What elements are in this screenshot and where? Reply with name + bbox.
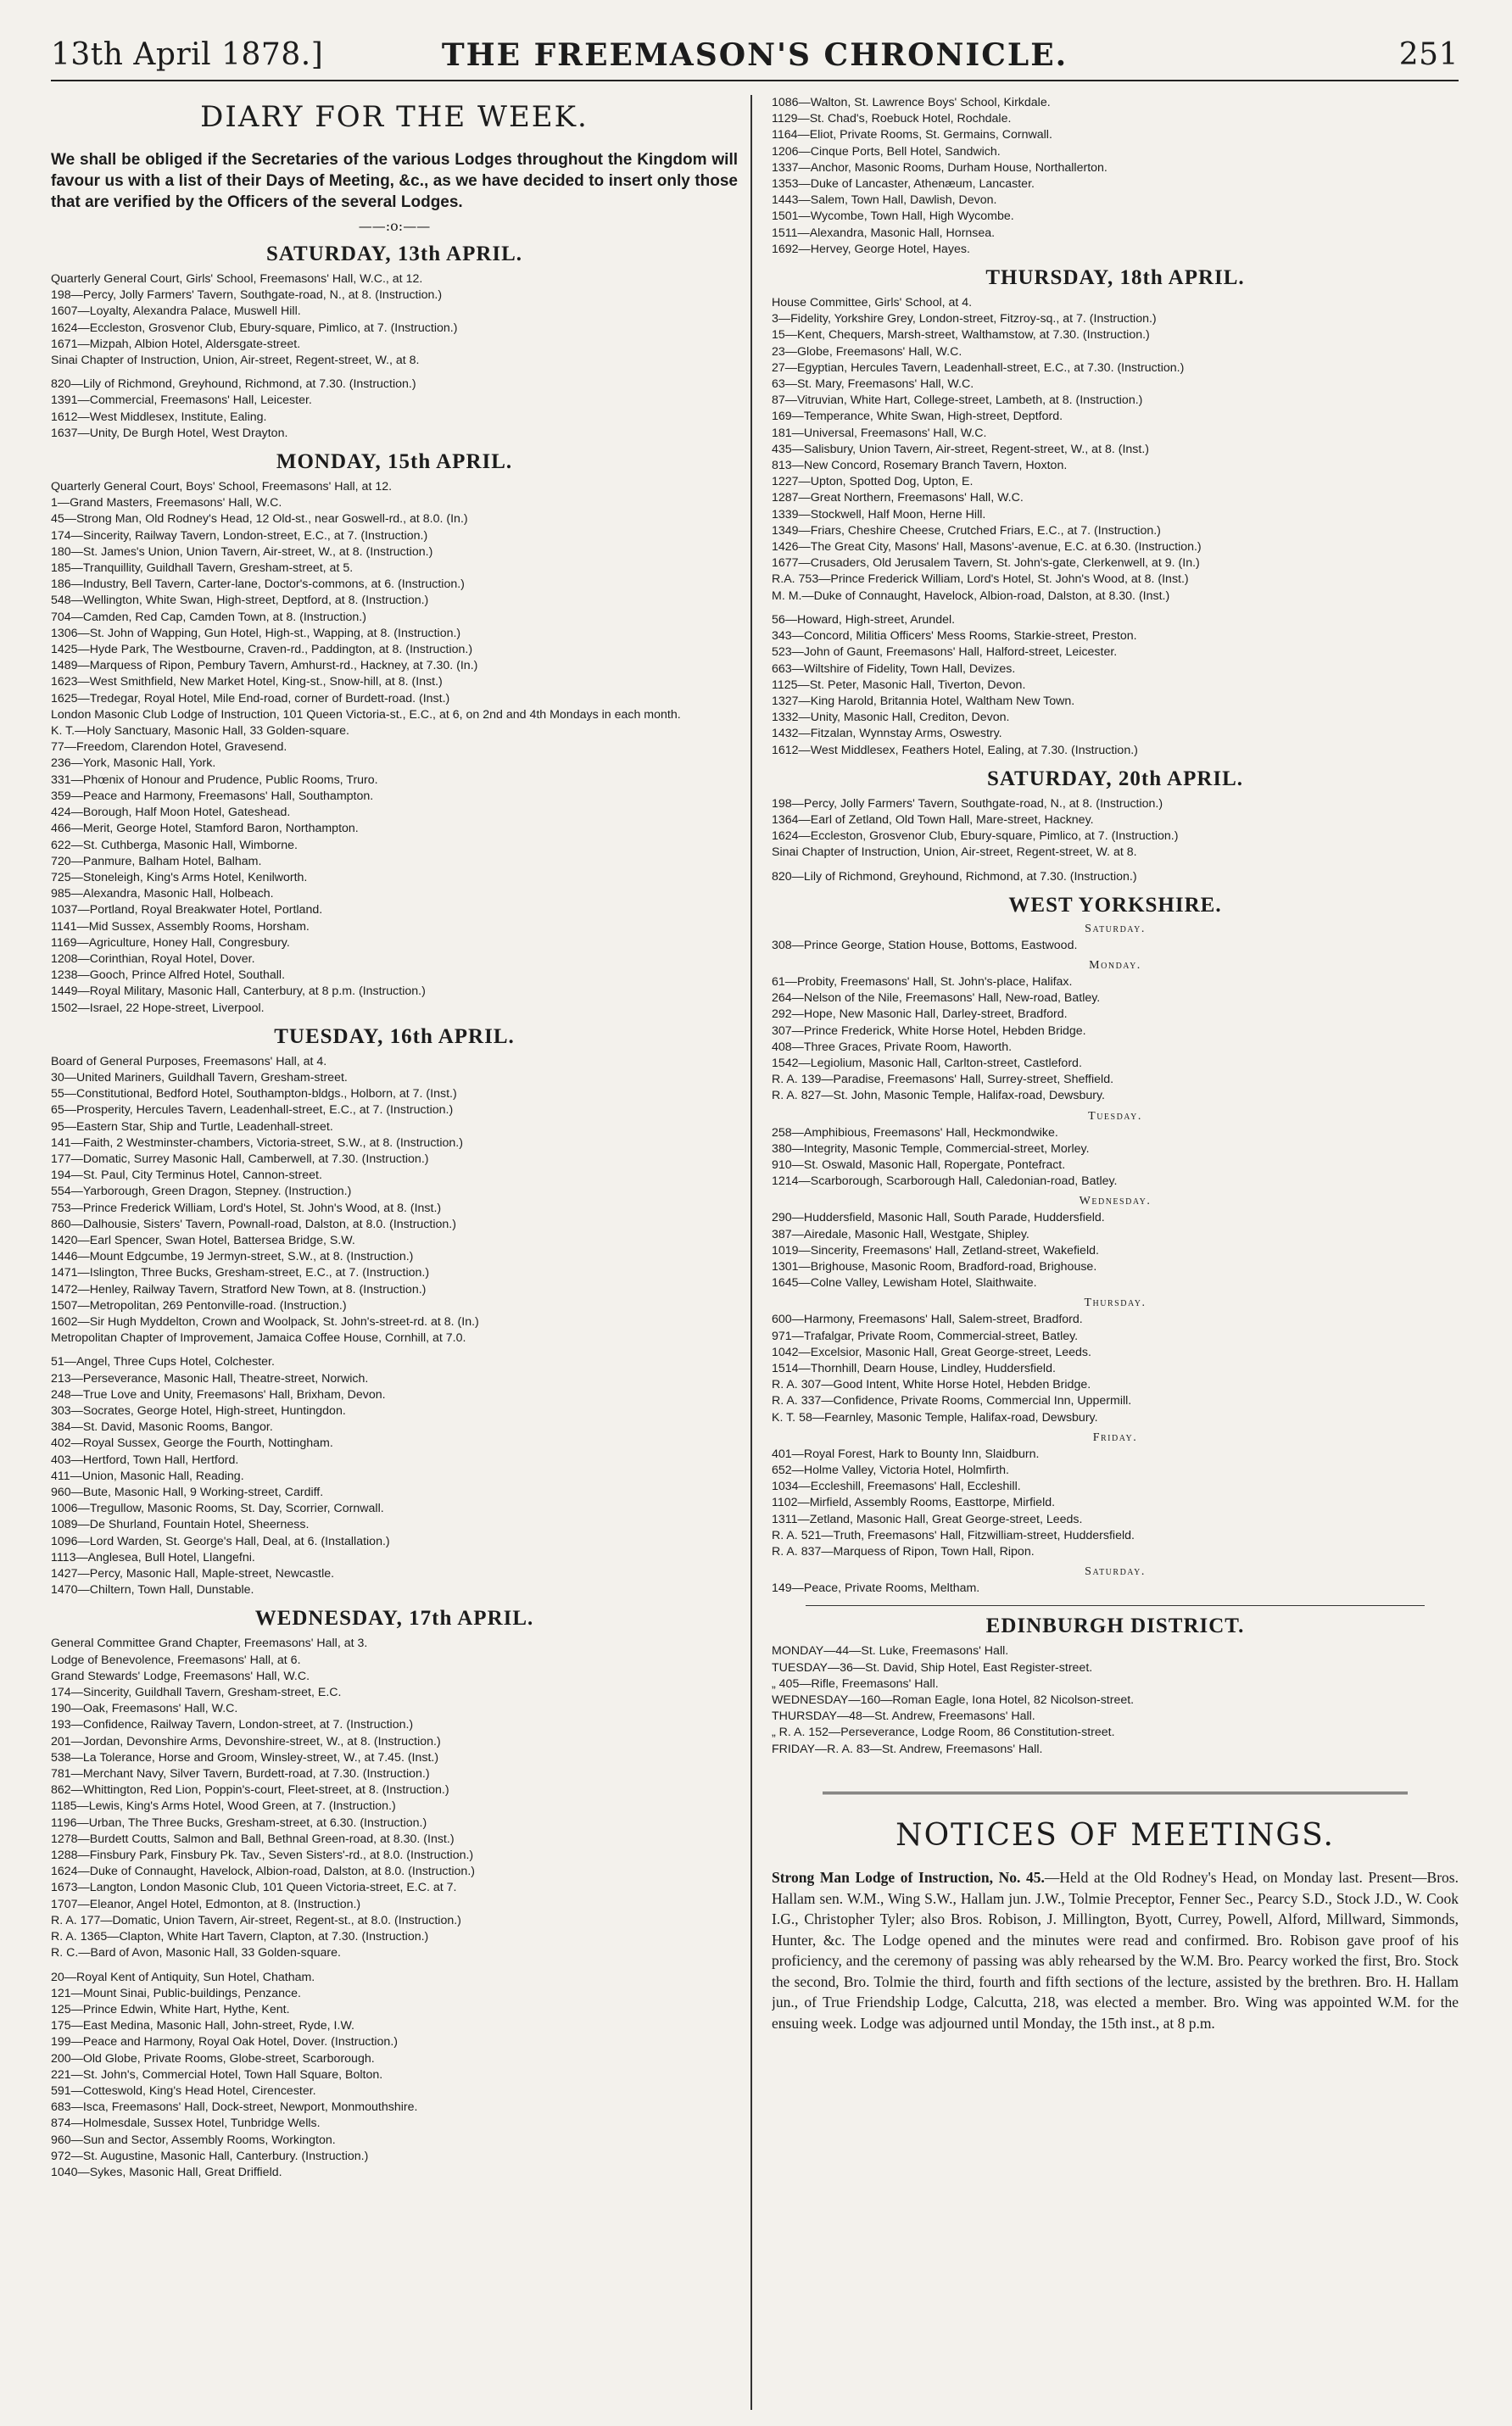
diary-entry: 1502—Israel, 22 Hope-street, Liverpool. bbox=[51, 1001, 265, 1015]
diary-entry: 408—Three Graces, Private Room, Haworth. bbox=[772, 1040, 1013, 1054]
diary-entry: 1034—Eccleshill, Freemasons' Hall, Eccleshill. bbox=[772, 1480, 1021, 1494]
diary-entry: R. A. 307—Good Intent, White Horse Hotel, Hebden Bridge. bbox=[772, 1378, 1091, 1392]
diary-entry: 1129—St. Chad's, Roebuck Hotel, Rochdale. bbox=[772, 112, 1012, 126]
diary-entry: R. A. 177—Domatic, Union Tavern, Air-street, Regent-st., at 8.0. (Instruction.) bbox=[51, 1913, 461, 1927]
diary-entry: 1624—Eccleston, Grosvenor Club, Ebury-square, Pimlico, at 7. (Instruction.) bbox=[772, 829, 1179, 844]
edinburgh-list bbox=[772, 1643, 1459, 1757]
diary-entry: 292—Hope, New Masonic Hall, Darley-street, Bradford. bbox=[772, 1007, 1068, 1022]
diary-entry: 1391—Commercial, Freemasons' Hall, Leicester. bbox=[51, 393, 312, 408]
diary-entry: 1446—Mount Edgcumbe, 19 Jermyn-street, S.W., at 8. (Instruction.) bbox=[51, 1250, 414, 1264]
diary-entry: 194—St. Paul, City Terminus Hotel, Cannon-street. bbox=[51, 1168, 322, 1183]
diary-entry: „ R. A. 152—Perseverance, Lodge Room, 86 Constitution-street. bbox=[772, 1726, 1115, 1740]
diary-entry: 264—Nelson of the Nile, Freemasons' Hall, New-road, Batley. bbox=[772, 991, 1101, 1006]
diary-entry: 121—Mount Sinai, Public-buildings, Penzance. bbox=[51, 1986, 301, 2000]
weekday-subheading: Saturday. bbox=[1085, 922, 1146, 935]
diary-entry: 1185—Lewis, King's Arms Hotel, Wood Green, at 7. (Instruction.) bbox=[51, 1799, 396, 1814]
right-sections bbox=[772, 266, 1459, 885]
diary-entry: 1449—Royal Military, Masonic Hall, Canterbury, at 8 p.m. (Instruction.) bbox=[51, 984, 426, 999]
diary-entry: 221—St. John's, Commercial Hotel, Town Hall Square, Bolton. bbox=[51, 2067, 383, 2082]
diary-entry: 1637—Unity, De Burgh Hotel, West Drayton. bbox=[51, 426, 288, 440]
diary-entry: 820—Lily of Richmond, Greyhound, Richmond, at 7.30. (Instruction.) bbox=[51, 377, 416, 392]
diary-entry: 1006—Tregullow, Masonic Rooms, St. Day, Scorrier, Cornwall. bbox=[51, 1502, 384, 1516]
diary-entry: 1169—Agriculture, Honey Hall, Congresbury. bbox=[51, 935, 290, 950]
diary-entry: R. A. 1365—Clapton, White Hart Tavern, Clapton, at 7.30. (Instruction.) bbox=[51, 1930, 429, 1944]
diary-entry: 384—St. David, Masonic Rooms, Bangor. bbox=[51, 1420, 273, 1435]
diary-entry: 1037—Portland, Royal Breakwater Hotel, Portland. bbox=[51, 903, 323, 917]
diary-entry: 1311—Zetland, Masonic Hall, Great George-street, Leeds. bbox=[772, 1512, 1083, 1526]
diary-entry: 1306—St. John of Wapping, Gun Hotel, High-st., Wapping, at 8. (Instruction.) bbox=[51, 626, 461, 640]
diary-entry: 213—Perseverance, Masonic Hall, Theatre-street, Norwich. bbox=[51, 1371, 369, 1386]
diary-entry: Quarterly General Court, Girls' School, Freemasons' Hall, W.C., at 12. bbox=[51, 272, 423, 286]
weekday-subheading: Saturday. bbox=[1085, 1565, 1146, 1579]
diary-entry: 1692—Hervey, George Hotel, Hayes. bbox=[772, 242, 970, 256]
diary-entry: 1196—Urban, The Three Bucks, Gresham-street, at 6.30. (Instruction.) bbox=[51, 1815, 427, 1830]
diary-entry: 1113—Anglesea, Bull Hotel, Llangefni. bbox=[51, 1550, 255, 1564]
diary-entry: 1426—The Great City, Masons' Hall, Masons'-avenue, E.C. at 6.30. (Instruction.) bbox=[772, 540, 1202, 555]
diary-entry: 1645—Colne Valley, Lewisham Hotel, Slaithwaite. bbox=[772, 1276, 1037, 1291]
diary-entry: 1607—Loyalty, Alexandra Palace, Muswell Hill. bbox=[51, 304, 301, 319]
diary-entry: 1214—Scarborough, Scarborough Hall, Caledonian-road, Batley. bbox=[772, 1174, 1118, 1189]
diary-entry: M. M.—Duke of Connaught, Havelock, Albion-road, Dalston, at 8.30. (Inst.) bbox=[772, 588, 1170, 603]
column-divider bbox=[750, 95, 752, 2410]
diary-entry: 258—Amphibious, Freemasons' Hall, Heckmondwike. bbox=[772, 1125, 1058, 1140]
diary-entry: 663—Wiltshire of Fidelity, Town Hall, Devizes. bbox=[772, 661, 1016, 676]
diary-entry: 1623—West Smithfield, New Market Hotel, King-st., Snow-hill, at 8. (Inst.) bbox=[51, 675, 443, 689]
diary-entry: 1337—Anchor, Masonic Rooms, Durham House, Northallerton. bbox=[772, 160, 1107, 175]
diary-entry: 343—Concord, Militia Officers' Mess Rooms, Starkie-street, Preston. bbox=[772, 629, 1137, 644]
diary-entry: 985—Alexandra, Masonic Hall, Holbeach. bbox=[51, 887, 274, 901]
diary-entry: 1102—Mirfield, Assembly Rooms, Easttorpe, Mirfield. bbox=[772, 1496, 1056, 1510]
diary-entry: 1501—Wycombe, Town Hall, High Wycombe. bbox=[772, 209, 1014, 224]
day-heading: MONDAY, 15th APRIL. bbox=[276, 450, 513, 474]
diary-entry: 1624—Duke of Connaught, Havelock, Albion-road, Dalston, at 8.0. (Instruction.) bbox=[51, 1865, 475, 1879]
diary-entry: 199—Peace and Harmony, Royal Oak Hotel, Dover. (Instruction.) bbox=[51, 2035, 398, 2050]
diary-entry: R. C.—Bard of Avon, Masonic Hall, 33 Golden-square. bbox=[51, 1946, 341, 1960]
diary-entry: House Committee, Girls' School, at 4. bbox=[772, 296, 973, 310]
continued-entries bbox=[772, 95, 1459, 258]
diary-entry: THURSDAY—48—St. Andrew, Freemasons' Hall. bbox=[772, 1709, 1035, 1724]
diary-entry: 1514—Thornhill, Dearn House, Lindley, Huddersfield. bbox=[772, 1362, 1056, 1375]
diary-entry: 77—Freedom, Clarendon Hotel, Gravesend. bbox=[51, 740, 287, 755]
day-heading: SATURDAY, 13th APRIL. bbox=[265, 243, 523, 265]
day-heading: SATURDAY, 20th APRIL. bbox=[986, 767, 1244, 790]
diary-entry: 910—St. Oswald, Masonic Hall, Ropergate, Pontefract. bbox=[772, 1157, 1066, 1172]
diary-entry: K. T.—Holy Sanctuary, Masonic Hall, 33 Golden-square. bbox=[51, 724, 349, 739]
diary-entry: 424—Borough, Half Moon Hotel, Gateshead. bbox=[51, 806, 291, 820]
diary-entry: 1287—Great Northern, Freemasons' Hall, W.C. bbox=[772, 491, 1024, 505]
diary-entry: General Committee Grand Chapter, Freemasons' Hall, at 3. bbox=[51, 1637, 368, 1651]
diary-entry: 1227—Upton, Spotted Dog, Upton, E. bbox=[772, 475, 974, 489]
entry-gap bbox=[772, 605, 1459, 612]
diary-entry: 781—Merchant Navy, Silver Tavern, Burdett-road, at 7.30. (Instruction.) bbox=[51, 1767, 430, 1782]
diary-entry: 308—Prince George, Station House, Bottoms, Eastwood. bbox=[772, 938, 1078, 952]
diary-entry: 1625—Tredegar, Royal Hotel, Mile End-road, corner of Burdett-road. (Inst.) bbox=[51, 691, 450, 705]
diary-entry: 1624—Eccleston, Grosvenor Club, Ebury-square, Pimlico, at 7. (Instruction.) bbox=[51, 321, 458, 335]
diary-entry: 1443—Salem, Town Hall, Dawlish, Devon. bbox=[772, 193, 997, 208]
diary-entry: 1327—King Harold, Britannia Hotel, Waltham New Town. bbox=[772, 694, 1075, 708]
diary-entry: 303—Socrates, George Hotel, High-street, Huntingdon. bbox=[51, 1404, 346, 1418]
diary-entry: 1425—Hyde Park, The Westbourne, Craven-rd., Paddington, at 8. (Instruction.) bbox=[51, 643, 473, 657]
entry-gap bbox=[51, 369, 738, 376]
diary-entry: 403—Hertford, Town Hall, Hertford. bbox=[51, 1453, 239, 1467]
diary-entry: 548—Wellington, White Swan, High-street, Deptford, at 8. (Instruction.) bbox=[51, 594, 429, 608]
diary-entry: 1278—Burdett Coutts, Salmon and Ball, Bethnal Green-road, at 8.30. (Inst.) bbox=[51, 1832, 455, 1846]
diary-entry: 1427—Percy, Masonic Hall, Maple-street, Newcastle. bbox=[51, 1567, 335, 1581]
diary-entry: 190—Oak, Freemasons' Hall, W.C. bbox=[51, 1702, 238, 1716]
diary-entry: 1542—Legiolium, Masonic Hall, Carlton-street, Castleford. bbox=[772, 1056, 1082, 1070]
diary-entry: 1288—Finsbury Park, Finsbury Pk. Tav., Seven Sisters'-rd., at 8.0. (Instruction.) bbox=[51, 1849, 474, 1863]
diary-entry: Sinai Chapter of Instruction, Union, Air-street, Regent-street, W. at 8. bbox=[772, 845, 1137, 860]
west-yorkshire-heading: WEST YORKSHIRE. bbox=[1008, 893, 1222, 917]
day-heading: TUESDAY, 16th APRIL. bbox=[274, 1024, 515, 1048]
diary-entry: 1677—Crusaders, Old Jerusalem Tavern, St. John's-gate, Clerkenwell, at 9. (In.) bbox=[772, 556, 1200, 571]
diary-entry: 65—Prosperity, Hercules Tavern, Leadenhall-street, E.C., at 7. (Instruction.) bbox=[51, 1103, 454, 1118]
weekday-subheading: Monday. bbox=[1089, 958, 1141, 972]
diary-entry: 1671—Mizpah, Albion Hotel, Aldersgate-street. bbox=[51, 337, 301, 351]
notices-rule bbox=[823, 1792, 1408, 1794]
diary-entry: Lodge of Benevolence, Freemasons' Hall, at 6. bbox=[51, 1653, 301, 1667]
diary-entry: 185—Tranquillity, Guildhall Tavern, Gresham-street, at 5. bbox=[51, 561, 354, 576]
diary-entry: 1125—St. Peter, Masonic Hall, Tiverton, Devon. bbox=[772, 678, 1026, 692]
diary-entry: 720—Panmure, Balham Hotel, Balham. bbox=[51, 854, 262, 868]
diary-entry: Metropolitan Chapter of Improvement, Jamaica Coffee House, Cornhill, at 7.0. bbox=[51, 1331, 466, 1346]
diary-entry: 971—Trafalgar, Private Room, Commercial-street, Batley. bbox=[772, 1329, 1079, 1343]
diary-entry: R.A. 753—Prince Frederick William, Lord's Hotel, St. John's Wood, at 8. (Inst.) bbox=[772, 572, 1189, 587]
diary-entry: 1471—Islington, Three Bucks, Gresham-street, E.C., at 7. (Instruction.) bbox=[51, 1266, 430, 1280]
diary-entry: 1470—Chiltern, Town Hall, Dunstable. bbox=[51, 1583, 254, 1598]
diary-entry: 523—John of Gaunt, Freemasons' Hall, Halford-street, Leicester. bbox=[772, 645, 1118, 660]
diary-entry: 1489—Marquess of Ripon, Pembury Tavern, Amhurst-rd., Hackney, at 7.30. (In.) bbox=[51, 659, 478, 673]
diary-entry: 554—Yarborough, Green Dragon, Stepney. (Instruction.) bbox=[51, 1185, 352, 1199]
diary-entry: 20—Royal Kent of Antiquity, Sun Hotel, Chatham. bbox=[51, 1970, 315, 1984]
diary-entry: 45—Strong Man, Old Rodney's Head, 12 Old-st., near Goswell-rd., at 8.0. (In.) bbox=[51, 512, 468, 527]
diary-entry: 1208—Corinthian, Royal Hotel, Dover. bbox=[51, 951, 255, 966]
diary-entry: 652—Holme Valley, Victoria Hotel, Holmfirth. bbox=[772, 1464, 1009, 1478]
separator: ——:o:—— bbox=[358, 218, 431, 234]
day-heading: THURSDAY, 18th APRIL. bbox=[985, 266, 1245, 290]
diary-entry: 380—Integrity, Masonic Temple, Commercial-street, Morley. bbox=[772, 1141, 1090, 1156]
day-heading: WEDNESDAY, 17th APRIL. bbox=[254, 1607, 534, 1631]
diary-entry: 149—Peace, Private Rooms, Meltham. bbox=[772, 1581, 980, 1596]
diary-entry: 753—Prince Frederick William, Lord's Hotel, St. John's Wood, at 8. (Inst.) bbox=[51, 1201, 442, 1215]
weekday-subheading: Wednesday. bbox=[1079, 1195, 1152, 1208]
diary-entry: 862—Whittington, Red Lion, Poppin's-court, Fleet-street, at 8. (Instruction.) bbox=[51, 1783, 449, 1798]
diary-entry: London Masonic Club Lodge of Instruction, 101 Queen Victoria-st., E.C., at 6, on 2nd and 4th Mondays in each month. bbox=[51, 707, 681, 722]
diary-entry: 591—Cotteswold, King's Head Hotel, Cirencester. bbox=[51, 2083, 316, 2098]
west-yorkshire-groups bbox=[772, 923, 1459, 1598]
section-rule bbox=[806, 1605, 1425, 1606]
diary-entry: 725—Stoneleigh, King's Arms Hotel, Kenilworth. bbox=[51, 870, 308, 884]
diary-entry: 180—St. James's Union, Union Tavern, Air-street, W., at 8. (Instruction.) bbox=[51, 544, 433, 559]
diary-entry: 860—Dalhousie, Sisters' Tavern, Pownall-road, Dalston, at 8.0. (Instruction.) bbox=[51, 1217, 456, 1231]
diary-entry: 1339—Stockwell, Half Moon, Herne Hill. bbox=[772, 507, 986, 521]
diary-title: DIARY FOR THE WEEK. bbox=[200, 100, 589, 134]
diary-entry: R. A. 139—Paradise, Freemasons' Hall, Surrey-street, Sheffield. bbox=[772, 1073, 1114, 1087]
diary-entry: 1353—Duke of Lancaster, Athenæum, Lancaster. bbox=[772, 177, 1035, 192]
page-number: 251 bbox=[1398, 37, 1459, 72]
left-column bbox=[51, 95, 738, 2410]
diary-entry: 30—United Mariners, Guildhall Tavern, Gresham-street. bbox=[51, 1070, 348, 1085]
weekday-subheading: Thursday. bbox=[1084, 1297, 1147, 1310]
right-column bbox=[772, 95, 1459, 2410]
diary-entry: R. A. 837—Marquess of Ripon, Town Hall, Ripon. bbox=[772, 1545, 1035, 1559]
diary-entry: 435—Salisbury, Union Tavern, Air-street, Regent-street, W., at 8. (Inst.) bbox=[772, 442, 1149, 456]
diary-entry: 1332—Unity, Masonic Hall, Crediton, Devon. bbox=[772, 711, 1010, 725]
diary-entry: 874—Holmesdale, Sussex Hotel, Tunbridge Wells. bbox=[51, 2116, 321, 2131]
diary-entry: Quarterly General Court, Boys' School, Freemasons' Hall, at 12. bbox=[51, 480, 393, 494]
diary-entry: 1042—Excelsior, Masonic Hall, Great George-street, Leeds. bbox=[772, 1345, 1091, 1359]
masthead bbox=[51, 29, 1459, 81]
diary-entry: 1089—De Shurland, Fountain Hotel, Sheerness. bbox=[51, 1518, 310, 1532]
diary-entry: 23—Globe, Freemasons' Hall, W.C. bbox=[772, 344, 962, 359]
issue-date: 13th April 1878.] bbox=[51, 37, 324, 72]
left-sections bbox=[51, 243, 738, 2181]
diary-entry: „ 405—Rifle, Freemasons' Hall. bbox=[772, 1676, 939, 1691]
diary-entry: 1238—Gooch, Prince Alfred Hotel, Southall. bbox=[51, 968, 286, 983]
diary-entry: 1301—Brighouse, Masonic Room, Bradford-road, Brighouse. bbox=[772, 1259, 1097, 1274]
diary-entry: R. A. 827—St. John, Masonic Temple, Halifax-road, Dewsbury. bbox=[772, 1089, 1105, 1103]
diary-entry: 174—Sincerity, Railway Tavern, London-street, E.C., at 7. (Instruction.) bbox=[51, 528, 428, 543]
diary-entry: 125—Prince Edwin, White Hart, Hythe, Kent. bbox=[51, 2002, 290, 2016]
diary-entry: 55—Constitutional, Bedford Hotel, Southampton-bldgs., Holborn, at 7. (Inst.) bbox=[51, 1087, 457, 1101]
diary-entry: 1019—Sincerity, Freemasons' Hall, Zetland-street, Wakefield. bbox=[772, 1243, 1099, 1258]
diary-entry: Sinai Chapter of Instruction, Union, Air-street, Regent-street, W., at 8. bbox=[51, 354, 420, 368]
diary-entry: 1602—Sir Hugh Myddelton, Crown and Woolpack, St. John's-street-rd. at 8. (In.) bbox=[51, 1314, 479, 1329]
diary-entry: 704—Camden, Red Cap, Camden Town, at 8. (Instruction.) bbox=[51, 610, 366, 624]
diary-entry: 174—Sincerity, Guildhall Tavern, Gresham-street, E.C. bbox=[51, 1686, 342, 1700]
diary-entry: 3—Fidelity, Yorkshire Grey, London-street, Fitzroy-sq., at 7. (Instruction.) bbox=[772, 312, 1157, 326]
diary-entry: 169—Temperance, White Swan, High-street, Deptford. bbox=[772, 410, 1063, 424]
diary-entry: 87—Vitruvian, White Hart, College-street, Lambeth, at 8. (Instruction.) bbox=[772, 393, 1143, 408]
diary-entry: 1349—Friars, Cheshire Cheese, Crutched Friars, E.C., at 7. (Instruction.) bbox=[772, 523, 1161, 538]
notice-body: —Held at the Old Rodney's Head, on Monday last. Present—Bros. Hallam sen. W.M., Wing S.W., Hallam jun. J.W., Tolmie Preceptor, Fenner Sec., Pearcy S.D., Stock J.D., W. Cook I.G., Christopher Tyler; also Bros. Robison, J. Millington, Byott, Currey, Powell, Alford, Millward, Simmonds, Hunter, &c. The Lodge opened and the minutes were read and confirmed. Bro. Robison gave proof of his proficiency, and the ceremony of passing was ably rehearsed by the W.M. Bro. Pearcy worked the first, Bro. Stock the second, Bro. Tolmie the third, fourth and fifth sections of the lecture, assisted by the brethren. Bro. H. Hallam jun., of True Friendship Lodge, Calcutta, 218, was elected a member. Bro. Wing was appointed W.M. for the ensuing week. Lodge was adjourned until Monday, the 15th inst., at 8 p.m. bbox=[772, 1869, 1459, 2032]
diary-entry: 1673—Langton, London Masonic Club, 101 Queen Victoria-street, E.C. at 7. bbox=[51, 1881, 457, 1895]
diary-entry: 63—St. Mary, Freemasons' Hall, W.C. bbox=[772, 377, 974, 392]
diary-entry: 1420—Earl Spencer, Swan Hotel, Battersea Bridge, S.W. bbox=[51, 1233, 355, 1247]
diary-entry: 200—Old Globe, Private Rooms, Globe-street, Scarborough. bbox=[51, 2051, 375, 2066]
diary-entry: 402—Royal Sussex, George the Fourth, Nottingham. bbox=[51, 1436, 333, 1451]
edinburgh-heading: EDINBURGH DISTRICT. bbox=[985, 1615, 1245, 1638]
diary-entry: R. A. 337—Confidence, Private Rooms, Commercial Inn, Uppermill. bbox=[772, 1394, 1132, 1408]
notices-title: NOTICES OF MEETINGS. bbox=[895, 1817, 1335, 1853]
diary-entry: 290—Huddersfield, Masonic Hall, South Parade, Huddersfield. bbox=[772, 1211, 1105, 1225]
diary-entry: 95—Eastern Star, Ship and Turtle, Leadenhall-street. bbox=[51, 1119, 333, 1134]
diary-entry: 1206—Cinque Ports, Bell Hotel, Sandwich. bbox=[772, 144, 1001, 159]
diary-entry: 193—Confidence, Railway Tavern, London-street, at 7. (Instruction.) bbox=[51, 1718, 414, 1732]
diary-entry: 813—New Concord, Rosemary Branch Tavern, Hoxton. bbox=[772, 459, 1068, 473]
diary-entry: TUESDAY—36—St. David, Ship Hotel, East Register-street. bbox=[772, 1660, 1093, 1675]
notice-lead: Strong Man Lodge of Instruction, No. 45. bbox=[772, 1869, 1045, 1887]
diary-entry: R. A. 521—Truth, Freemasons' Hall, Fitzwilliam-street, Huddersfield. bbox=[772, 1528, 1135, 1542]
diary-entry: Board of General Purposes, Freemasons' Hall, at 4. bbox=[51, 1054, 327, 1068]
diary-entry: 1612—West Middlesex, Feathers Hotel, Ealing, at 7.30. (Instruction.) bbox=[772, 743, 1138, 757]
diary-entry: 1141—Mid Sussex, Assembly Rooms, Horsham. bbox=[51, 919, 310, 934]
diary-entry: 1040—Sykes, Masonic Hall, Great Driffield. bbox=[51, 2165, 282, 2179]
diary-entry: 236—York, Masonic Hall, York. bbox=[51, 756, 216, 771]
notice-paragraph bbox=[772, 1867, 1459, 2033]
diary-entry: 56—Howard, High-street, Arundel. bbox=[772, 612, 956, 627]
diary-entry: 177—Domatic, Surrey Masonic Hall, Camberwell, at 7.30. (Instruction.) bbox=[51, 1152, 429, 1166]
diary-entry: 198—Percy, Jolly Farmers' Tavern, Southgate-road, N., at 8. (Instruction.) bbox=[772, 796, 1163, 811]
diary-entry: 411—Union, Masonic Hall, Reading. bbox=[51, 1469, 244, 1483]
diary-entry: 198—Percy, Jolly Farmers' Tavern, Southgate-road, N., at 8. (Instruction.) bbox=[51, 288, 443, 303]
diary-entry: 1164—Eliot, Private Rooms, St. Germains, Cornwall. bbox=[772, 128, 1052, 142]
weekday-subheading: Friday. bbox=[1092, 1431, 1138, 1444]
diary-entry: 51—Angel, Three Cups Hotel, Colchester. bbox=[51, 1355, 275, 1369]
diary-entry: FRIDAY—R. A. 83—St. Andrew, Freemasons' Hall. bbox=[772, 1742, 1043, 1756]
diary-entry: 248—True Love and Unity, Freemasons' Hall, Brixham, Devon. bbox=[51, 1387, 386, 1402]
diary-entry: 1364—Earl of Zetland, Old Town Hall, Mare-street, Hackney. bbox=[772, 812, 1094, 827]
weekday-subheading: Tuesday. bbox=[1088, 1109, 1142, 1123]
diary-entry: 387—Airedale, Masonic Hall, Westgate, Shipley. bbox=[772, 1227, 1029, 1241]
diary-entry: 359—Peace and Harmony, Freemasons' Hall, Southampton. bbox=[51, 789, 374, 803]
diary-entry: 175—East Medina, Masonic Hall, John-street, Ryde, I.W. bbox=[51, 2019, 354, 2033]
diary-entry: 141—Faith, 2 Westminster-chambers, Victoria-street, S.W., at 8. (Instruction.) bbox=[51, 1135, 463, 1150]
diary-intro: We shall be obliged if the Secretaries of the various Lodges throughout the Kingdom will favour us with a list of their Days of Meeting, &c., as we have decided to insert only those that are verified by the Officers of the several Lodges. bbox=[51, 151, 738, 211]
diary-entry: 466—Merit, George Hotel, Stamford Baron, Northampton. bbox=[51, 822, 359, 836]
diary-entry: 683—Isca, Freemasons' Hall, Dock-street, Newport, Monmouthshire. bbox=[51, 2100, 418, 2115]
diary-entry: 186—Industry, Bell Tavern, Carter-lane, Doctor's-commons, at 6. (Instruction.) bbox=[51, 577, 465, 592]
diary-entry: 1096—Lord Warden, St. George's Hall, Deal, at 6. (Installation.) bbox=[51, 1534, 390, 1548]
diary-entry: 27—Egyptian, Hercules Tavern, Leadenhall-street, E.C., at 7.30. (Instruction.) bbox=[772, 360, 1185, 375]
diary-entry: 401—Royal Forest, Hark to Bounty Inn, Slaidburn. bbox=[772, 1447, 1040, 1461]
diary-entry: WEDNESDAY—160—Roman Eagle, Iona Hotel, 82 Nicolson-street. bbox=[772, 1693, 1135, 1708]
diary-entry: 1472—Henley, Railway Tavern, Stratford New Town, at 8. (Instruction.) bbox=[51, 1282, 427, 1297]
diary-entry: 972—St. Augustine, Masonic Hall, Canterbury. (Instruction.) bbox=[51, 2149, 369, 2163]
diary-entry: 820—Lily of Richmond, Greyhound, Richmond, at 7.30. (Instruction.) bbox=[772, 869, 1137, 884]
entry-gap bbox=[51, 1347, 738, 1354]
diary-entry: 1086—Walton, St. Lawrence Boys' School, Kirkdale. bbox=[772, 96, 1051, 109]
diary-entry: 331—Phœnix of Honour and Prudence, Public Rooms, Truro. bbox=[51, 772, 378, 787]
diary-entry: 960—Sun and Sector, Assembly Rooms, Workington. bbox=[51, 2133, 336, 2147]
diary-entry: 1707—Eleanor, Angel Hotel, Edmonton, at 8. (Instruction.) bbox=[51, 1897, 361, 1911]
diary-entry: 1432—Fitzalan, Wynnstay Arms, Oswestry. bbox=[772, 727, 1002, 741]
diary-entry: 1612—West Middlesex, Institute, Ealing. bbox=[51, 410, 267, 424]
diary-entry: 61—Probity, Freemasons' Hall, St. John's-place, Halifax. bbox=[772, 974, 1073, 989]
diary-entry: 1507—Metropolitan, 269 Pentonville-road. (Instruction.) bbox=[51, 1298, 347, 1313]
diary-entry: 538—La Tolerance, Horse and Groom, Winsley-street, W., at 7.45. (Inst.) bbox=[51, 1750, 439, 1765]
diary-entry: Grand Stewards' Lodge, Freemasons' Hall, W.C. bbox=[51, 1669, 310, 1683]
diary-entry: 1511—Alexandra, Masonic Hall, Hornsea. bbox=[772, 226, 996, 240]
diary-entry: K. T. 58—Fearnley, Masonic Temple, Halifax-road, Dewsbury. bbox=[772, 1410, 1098, 1425]
diary-entry: 15—Kent, Chequers, Marsh-street, Walthamstow, at 7.30. (Instruction.) bbox=[772, 328, 1150, 343]
diary-entry: 960—Bute, Masonic Hall, 9 Working-street, Cardiff. bbox=[51, 1486, 324, 1500]
diary-entry: 1—Grand Masters, Freemasons' Hall, W.C. bbox=[51, 496, 282, 510]
diary-entry: MONDAY—44—St. Luke, Freemasons' Hall. bbox=[772, 1644, 1009, 1659]
diary-entry: 201—Jordan, Devonshire Arms, Devonshire-street, W., at 8. (Instruction.) bbox=[51, 1734, 441, 1748]
publication-title: THE FREEMASON'S CHRONICLE. bbox=[441, 37, 1068, 73]
diary-entry: 600—Harmony, Freemasons' Hall, Salem-street, Bradford. bbox=[772, 1313, 1083, 1327]
entry-gap bbox=[772, 862, 1459, 869]
diary-entry: 622—St. Cuthberga, Masonic Hall, Wimborne. bbox=[51, 838, 298, 852]
diary-entry: 307—Prince Frederick, White Horse Hotel, Hebden Bridge. bbox=[772, 1023, 1086, 1038]
entry-gap bbox=[51, 1962, 738, 1970]
diary-entry: 181—Universal, Freemasons' Hall, W.C. bbox=[772, 426, 987, 440]
